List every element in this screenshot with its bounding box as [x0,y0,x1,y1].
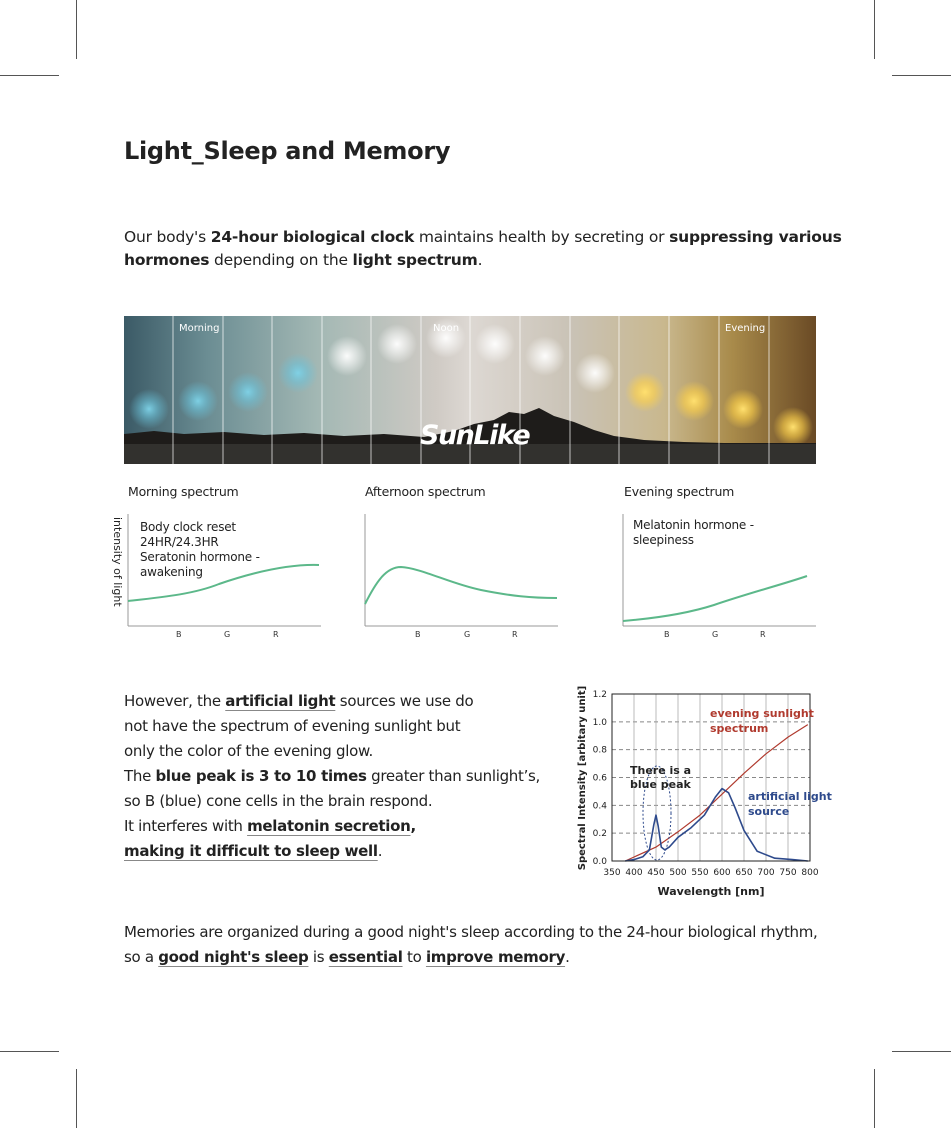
emphasis: improve memory [425,948,566,966]
morning-note-line: awakening [140,565,203,579]
para3-line [124,945,844,970]
legend-artificial-light-1: artificial light [748,790,832,803]
text: greater than sunlight’s, [366,767,541,785]
para2-line: so B (blue) cone cells in the brain respond. [124,792,433,810]
text: , [410,817,416,835]
morning-note-line: Seratonin hormone - [140,550,260,564]
page-title: Light_Sleep and Memory [124,137,451,165]
tick-r: R [512,630,518,639]
para2-line: only the color of the evening glow. [124,742,374,760]
tick-g: G [464,630,471,639]
y-tick-label: 0.2 [592,829,607,840]
crop-mark [874,1069,875,1128]
y-tick-label: 0.4 [592,801,607,812]
intro-text: . [477,251,483,269]
crop-mark [892,75,951,76]
intro-text: Our body's [124,228,211,246]
tick-b: B [415,630,421,639]
text: It interferes with [124,817,248,835]
intro-text: maintains health by secreting or [414,228,670,246]
para2-line [124,689,544,714]
tick-b: B [664,630,670,639]
x-tick-label: 450 [647,868,665,878]
emphasis: essential [328,948,403,966]
strip-label-morning: Morning [179,323,220,334]
para2-line [124,839,544,864]
intensity-axis-label: intensity of light [111,517,124,607]
intro-paragraph [124,226,844,272]
morning-note [140,520,260,580]
x-tick-label: 700 [757,868,775,878]
evening-spectrum-title: Evening spectrum [624,484,735,499]
para2-line [124,764,544,789]
legend-evening-sunlight-1: evening sunlight [710,707,814,720]
y-tick-label: 1.0 [592,717,607,728]
text: sources we use do [335,692,474,710]
para3-line: Memories are organized during a good night's sleep according to the 24-hour biological rhythm, [124,923,818,941]
x-tick-label: 600 [713,868,731,878]
evening-note [633,518,754,548]
text: . [377,842,383,860]
crop-mark [892,1051,951,1052]
sky-strip-image [124,316,816,464]
text: The [124,767,156,785]
memory-paragraph [124,920,844,970]
tick-g: G [712,630,719,639]
x-tick-label: 750 [779,868,797,878]
evening-note-line: Melatonin hormone - [633,518,754,532]
annotation-blue-peak-2: blue peak [630,778,691,791]
text: . [565,948,570,966]
strip-label-noon: Noon [433,323,460,334]
tick-r: R [273,630,279,639]
x-tick-label: 800 [801,868,819,878]
x-tick-label: 650 [735,868,753,878]
x-tick-label: 550 [691,868,709,878]
crop-mark [76,1069,77,1128]
legend-evening-sunlight-2: spectrum [710,722,769,735]
y-tick-label: 1.2 [592,690,607,700]
intro-bold: suppressing various hormones [124,228,842,269]
text: However, the [124,692,226,710]
tick-b: B [176,630,182,639]
text: to [402,948,426,966]
strip-label-evening: Evening [725,323,766,334]
afternoon-spectrum-title: Afternoon spectrum [365,484,486,499]
artificial-light-paragraph [124,689,544,864]
x-tick-label: 500 [669,868,687,878]
emphasis: good night's sleep [158,948,309,966]
morning-spectrum-title: Morning spectrum [128,484,239,499]
y-tick-label: 0.8 [592,745,607,756]
tick-r: R [760,630,766,639]
emphasis: blue peak is 3 to 10 times [155,767,367,785]
y-tick-label: 0.6 [592,773,607,784]
emphasis: artificial light [225,692,336,710]
x-tick-label: 400 [625,868,643,878]
emphasis: melatonin secretion [247,817,411,835]
evening-note-line: sleepiness [633,533,694,547]
crop-mark [76,0,77,59]
x-tick-label: 350 [603,868,621,878]
para2-line: not have the spectrum of evening sunlight but [124,717,461,735]
intro-text: depending on the [209,251,353,269]
emphasis: making it difficult to sleep well [124,842,378,860]
crop-mark [0,1051,59,1052]
x-axis-label: Wavelength [nm] [657,885,765,898]
y-axis-label: Spectral Intensity [arbitary unit] [577,686,588,871]
legend-artificial-light-2: source [748,805,790,818]
annotation-blue-peak-1: There is a [630,764,692,777]
para2-line [124,814,544,839]
morning-note-line: Body clock reset [140,520,236,534]
text: so a [124,948,159,966]
tick-g: G [224,630,231,639]
intro-bold: 24-hour biological clock [210,228,415,246]
sunlike-logo: SunLike [420,420,530,451]
intro-bold: light spectrum [352,251,478,269]
text: is [308,948,329,966]
crop-mark [874,0,875,59]
morning-note-line: 24HR/24.3HR [140,535,219,549]
afternoon-spectrum-chart [361,512,561,644]
y-tick-label: 0.0 [592,857,607,867]
spectral-intensity-chart [572,686,834,901]
crop-mark [0,75,59,76]
